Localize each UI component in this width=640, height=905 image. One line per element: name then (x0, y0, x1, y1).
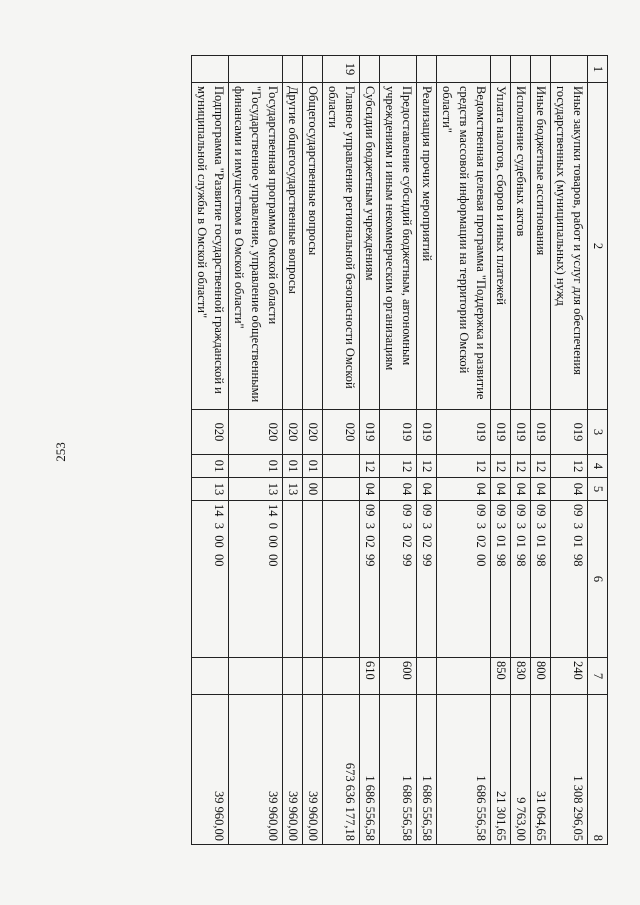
cell-n (283, 56, 303, 83)
cell-csr: 14 0 00 00 (229, 501, 283, 658)
cell-sum: 31 064,65 (531, 695, 551, 845)
table-row (323, 56, 360, 845)
cell-sum: 39 960,00 (192, 695, 229, 845)
cell-sum: 1 308 296,05 (551, 695, 588, 845)
cell-vr: 830 (511, 658, 531, 695)
cell-n (229, 56, 283, 83)
cell-csr: 09 3 02 99 (417, 501, 437, 658)
cell-n (192, 56, 229, 83)
cell-name: Иные закупки товаров, работ и услуг для обеспечения государственных (муниципальных) нужд (551, 83, 588, 410)
cell-ved: 019 (360, 410, 380, 455)
cell-n (531, 56, 551, 83)
cell-n (437, 56, 491, 83)
cell-pr: 04 (491, 478, 511, 501)
cell-name: Реализация прочих мероприятий (417, 83, 437, 410)
cell-n (303, 56, 323, 83)
cell-n: 19 (323, 56, 360, 83)
budget-table (191, 55, 608, 845)
cell-sum: 39 960,00 (303, 695, 323, 845)
cell-rz: 12 (437, 455, 491, 478)
cell-pr: 04 (360, 478, 380, 501)
cell-n (360, 56, 380, 83)
table-row (437, 56, 491, 845)
table-row (551, 56, 588, 845)
cell-csr (323, 501, 360, 658)
cell-ved: 019 (437, 410, 491, 455)
cell-csr: 14 3 00 00 (192, 501, 229, 658)
cell-pr: 04 (551, 478, 588, 501)
cell-ved: 020 (229, 410, 283, 455)
cell-ved: 019 (380, 410, 417, 455)
cell-name: Государственная программа Омской области "Государственное управление, управление общественными финансами и имуществом в Омской области" (229, 83, 283, 410)
cell-ved: 019 (551, 410, 588, 455)
cell-rz: 12 (360, 455, 380, 478)
cell-sum: 1 686 556,58 (380, 695, 417, 845)
cell-ved: 019 (511, 410, 531, 455)
cell-rz: 12 (417, 455, 437, 478)
table-row (192, 56, 229, 845)
header-col-2: 2 (588, 83, 608, 410)
cell-pr: 04 (531, 478, 551, 501)
table-row (531, 56, 551, 845)
table-row (511, 56, 531, 845)
cell-vr: 610 (360, 658, 380, 695)
cell-sum: 39 960,00 (283, 695, 303, 845)
cell-sum: 39 960,00 (229, 695, 283, 845)
cell-ved: 020 (323, 410, 360, 455)
cell-ved: 020 (192, 410, 229, 455)
cell-n (417, 56, 437, 83)
cell-csr: 09 3 02 00 (437, 501, 491, 658)
cell-name: Субсидии бюджетным учреждениям (360, 83, 380, 410)
cell-name: Иные бюджетные ассигнования (531, 83, 551, 410)
cell-name: Уплата налогов, сборов и иных платежей (491, 83, 511, 410)
cell-vr: 600 (380, 658, 417, 695)
table-row (303, 56, 323, 845)
page-number: 253 (53, 442, 68, 462)
cell-pr: 04 (437, 478, 491, 501)
cell-vr (229, 658, 283, 695)
cell-vr (192, 658, 229, 695)
cell-vr (303, 658, 323, 695)
cell-n (551, 56, 588, 83)
cell-ved: 020 (283, 410, 303, 455)
cell-sum: 1 686 556,58 (437, 695, 491, 845)
cell-csr: 09 3 01 98 (491, 501, 511, 658)
cell-pr: 13 (229, 478, 283, 501)
header-col-7: 7 (588, 658, 608, 695)
header-col-8: 8 (588, 695, 608, 845)
cell-rz: 12 (511, 455, 531, 478)
cell-rz: 12 (491, 455, 511, 478)
cell-csr: 09 3 01 98 (511, 501, 531, 658)
cell-sum: 1 686 556,58 (360, 695, 380, 845)
cell-name: Общегосударственные вопросы (303, 83, 323, 410)
cell-csr: 09 3 01 98 (531, 501, 551, 658)
cell-n (491, 56, 511, 83)
header-col-6: 6 (588, 501, 608, 658)
cell-pr: 13 (192, 478, 229, 501)
table-row (229, 56, 283, 845)
table-row (380, 56, 417, 845)
table-row (283, 56, 303, 845)
cell-vr: 850 (491, 658, 511, 695)
cell-name: Главное управление региональной безопасности Омской области (323, 83, 360, 410)
cell-ved: 019 (531, 410, 551, 455)
cell-pr: 04 (380, 478, 417, 501)
cell-name: Предоставление субсидий бюджетным, автономным учреждениям и иным некоммерческим организациям (380, 83, 417, 410)
cell-sum: 21 301,65 (491, 695, 511, 845)
cell-rz: 01 (192, 455, 229, 478)
cell-csr (283, 501, 303, 658)
cell-pr: 04 (511, 478, 531, 501)
cell-vr (437, 658, 491, 695)
cell-csr: 09 3 02 99 (360, 501, 380, 658)
cell-csr: 09 3 01 98 (551, 501, 588, 658)
table-row (360, 56, 380, 845)
cell-rz: 12 (380, 455, 417, 478)
cell-rz: 01 (303, 455, 323, 478)
cell-pr (323, 478, 360, 501)
cell-rz (323, 455, 360, 478)
header-col-3: 3 (588, 410, 608, 455)
cell-ved: 019 (417, 410, 437, 455)
cell-sum: 9 763,00 (511, 695, 531, 845)
cell-n (380, 56, 417, 83)
cell-rz: 12 (531, 455, 551, 478)
cell-sum: 673 636 177,18 (323, 695, 360, 845)
cell-ved: 020 (303, 410, 323, 455)
cell-sum: 1 686 556,58 (417, 695, 437, 845)
cell-rz: 12 (551, 455, 588, 478)
cell-pr: 13 (283, 478, 303, 501)
cell-vr: 800 (531, 658, 551, 695)
cell-csr (303, 501, 323, 658)
rotated-table-wrapper (78, 55, 608, 845)
cell-name: Ведомственная целевая программа "Поддержка и развитие средств массовой информации на территории Омской области" (437, 83, 491, 410)
header-col-4: 4 (588, 455, 608, 478)
cell-rz: 01 (229, 455, 283, 478)
cell-vr (417, 658, 437, 695)
cell-n (511, 56, 531, 83)
cell-csr: 09 3 02 99 (380, 501, 417, 658)
cell-name: Исполнение судебных актов (511, 83, 531, 410)
cell-name: Другие общегосударственные вопросы (283, 83, 303, 410)
cell-vr (323, 658, 360, 695)
cell-ved: 019 (491, 410, 511, 455)
cell-pr: 04 (417, 478, 437, 501)
header-row (588, 56, 608, 845)
cell-rz: 01 (283, 455, 303, 478)
table-row (491, 56, 511, 845)
cell-vr (283, 658, 303, 695)
header-col-5: 5 (588, 478, 608, 501)
cell-vr: 240 (551, 658, 588, 695)
cell-name: Подпрограмма "Развитие государственной гражданской и муниципальной службы в Омской области" (192, 83, 229, 410)
cell-pr: 00 (303, 478, 323, 501)
header-col-1: 1 (588, 56, 608, 83)
table-row (417, 56, 437, 845)
